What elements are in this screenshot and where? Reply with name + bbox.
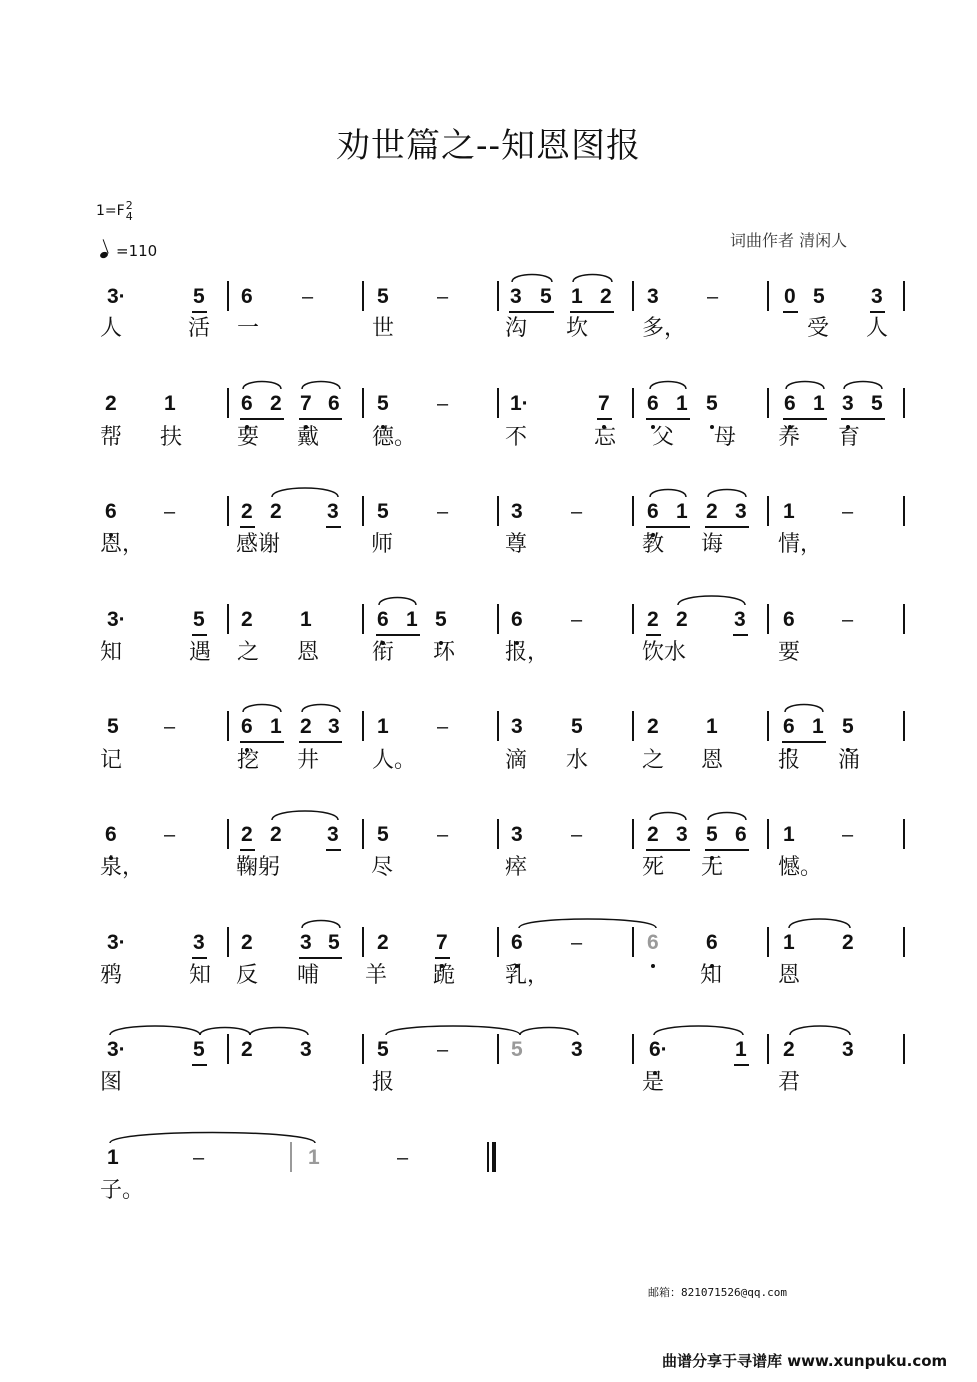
sustain-dash: – [571,932,583,954]
slur-arc [302,382,340,390]
lyric-syllable: 是 [642,1070,665,1095]
slur-arc [678,596,745,605]
lyric-syllable: 衔 [372,640,395,665]
note-number: 3· [107,285,126,308]
note-number: 6 [241,715,253,738]
note-number: 2 [241,608,253,631]
sustain-dash: – [437,393,449,415]
lyric-syllable: 不 [505,425,528,450]
lyric-syllable: 瘁 [505,855,528,880]
note-number: 3 [300,931,312,954]
note-number: 1 [783,823,795,846]
slur-arc [650,490,686,498]
slur-arc [786,382,824,390]
note-number: 3 [300,1038,312,1061]
sustain-dash: – [571,609,583,631]
note-number: 6 [511,608,523,631]
lyric-syllable: 涌 [838,748,861,773]
note-number: 5 [377,500,389,523]
sustain-dash: – [437,1039,449,1061]
lyric-syllable: 滴 [505,748,528,773]
lyric-syllable: 图 [100,1070,123,1095]
note-number: 7 [436,931,448,954]
lyric-syllable: 诲 [701,532,724,557]
note-number: 2 [241,1038,253,1061]
sustain-dash: – [437,824,449,846]
lyric-syllable: 知 [189,963,212,988]
note-number: 1 [706,715,718,738]
sustain-dash: – [437,716,449,738]
slur-arc [243,705,281,713]
slur-arc [790,1026,850,1035]
lyric-syllable: 君 [778,1070,801,1095]
lyric-syllable: 死 [642,855,665,880]
footer-credit: 曲谱分享于寻谱库 www.xunpuku.com [662,1352,948,1370]
note-number: 3 [647,285,659,308]
note-number: 3 [327,823,339,846]
slur-arc [379,598,416,606]
lyric-syllable: 人 [100,316,123,341]
note-number: 1 [270,715,282,738]
note-number: 3 [734,608,746,631]
note-number: 6 [783,715,795,738]
lyric-syllable: 扶 [160,425,183,450]
note-number: 2 [600,285,612,308]
slur-arc [573,275,612,283]
lyric-syllable: 水 [566,748,589,773]
note-number: 6 [647,392,659,415]
lyric-syllable: 知 [100,640,123,665]
sustain-dash: – [571,824,583,846]
lyric-syllable: 师 [371,532,394,557]
note-number: 5 [193,1038,205,1061]
note-number: 6 [511,931,523,954]
tempo-value: =110 [116,242,158,260]
sustain-dash: – [571,501,583,523]
note-number: 6 [241,285,253,308]
lyric-syllable: 之 [642,748,665,773]
note-number: 5 [706,392,718,415]
note-number: 1 [164,392,176,415]
note-number: 3 [511,715,523,738]
slur-arc [785,705,823,713]
note-number: 6 [783,608,795,631]
note-number: 1 [735,1038,747,1061]
lyric-syllable: 恩， [100,532,145,557]
note-number: 7 [300,392,312,415]
lyric-syllable: 跪 [433,963,456,988]
slur-arc [110,1026,200,1035]
slur-arc [708,490,746,498]
lyric-syllable: 反 [236,963,259,988]
note-number: 5 [193,285,205,308]
note-number: 6 [377,608,389,631]
sustain-dash: – [842,501,854,523]
lyric-syllable: 无 [701,855,724,880]
email-text: 邮箱：821071526@qq.com [648,1286,787,1299]
note-number: 3 [193,931,205,954]
note-number: 1 [377,715,389,738]
sustain-dash: – [842,609,854,631]
lyric-syllable: 之 [237,640,260,665]
lyric-syllable: 报， [505,640,550,665]
note-number: 3 [511,500,523,523]
note-number: 5 [842,715,854,738]
lyric-syllable: 情， [778,532,823,557]
note-number: 1 [783,931,795,954]
note-number: 3 [871,285,883,308]
lyric-syllable: 人。 [372,748,417,773]
slur-arc [250,1028,308,1036]
note-number: 2 [647,823,659,846]
note-number: 5 [377,1038,389,1061]
lyric-syllable: 人 [866,316,889,341]
slur-arc [243,382,281,390]
slur-arc [650,382,686,390]
note-number: 1 [676,500,688,523]
note-number: 3 [842,1038,854,1061]
lyric-syllable: 鞠躬 [236,855,281,880]
note-number: 2 [706,500,718,523]
lyric-syllable: 报 [778,748,801,773]
note-number: 2 [783,1038,795,1061]
note-number: 5 [377,392,389,415]
note-number: 5 [540,285,552,308]
slur-arc [200,1028,250,1036]
author-credit: 词曲作者 清闲人 [730,231,848,250]
time-numerator: 2 [125,199,133,212]
note-number: 5 [107,715,119,738]
slur-arc [654,1026,743,1035]
note-number: 0 [784,285,796,308]
lyric-syllable: 世 [372,316,395,341]
lyric-syllable: 德。 [372,425,417,450]
lyric-syllable: 恩 [778,963,801,988]
note-number: 2 [270,500,282,523]
time-denominator: 4 [125,210,133,223]
note-number: 1 [783,500,795,523]
lyric-syllable: 乳， [505,963,550,988]
sustain-dash: – [437,501,449,523]
lyric-syllable: 子。 [100,1178,145,1203]
sustain-dash: – [302,286,314,308]
note-number: 2 [676,608,688,631]
note-number: 3 [842,392,854,415]
note-number: 5 [377,285,389,308]
sustain-dash: – [164,824,176,846]
lyric-syllable: 羊 [365,963,388,988]
slur-arc [302,705,340,713]
note-number: 3 [571,1038,583,1061]
note-number: 5 [511,1038,523,1061]
lyric-syllable: 尽 [371,855,394,880]
slur-arc [708,813,746,821]
slur-arc [520,1028,578,1036]
note-number: 5 [813,285,825,308]
lyric-syllable: 泉， [100,855,145,880]
lyric-syllable: 鸦 [100,963,123,988]
note-number: 3 [676,823,688,846]
lyric-syllable: 知 [700,963,723,988]
lyric-syllable: 养 [778,425,801,450]
note-number: 1 [813,392,825,415]
note-number: 2 [270,392,282,415]
lyric-syllable: 憾。 [778,855,823,880]
sustain-dash: – [842,824,854,846]
note-number: 6 [105,500,117,523]
slur-arc [519,919,656,928]
note-number: 2 [647,715,659,738]
note-number: 6 [105,823,117,846]
note-number: 2 [105,392,117,415]
note-number: 2 [842,931,854,954]
lyric-syllable: 要 [237,425,260,450]
slur-arc [386,1026,520,1035]
lyric-syllable: 父 [652,425,675,450]
note-number: 6 [784,392,796,415]
note-number: 2 [241,823,253,846]
slur-arc [272,488,338,497]
lyric-syllable: 报 [372,1070,395,1095]
lyric-syllable: 挖 [237,748,260,773]
note-number: 1 [107,1146,119,1169]
note-number: 6 [241,392,253,415]
lyric-syllable: 一 [237,316,260,341]
lyric-syllable: 母 [714,425,737,450]
note-number: 6 [647,931,659,954]
lyric-syllable: 沟 [505,316,528,341]
lyric-syllable: 教 [642,532,665,557]
note-number: 2 [270,823,282,846]
note-number: 3· [107,931,126,954]
lyric-syllable: 环 [433,640,456,665]
note-number: 3· [107,608,126,631]
lyric-syllable: 多， [642,316,687,341]
lyric-syllable: 受 [807,316,830,341]
note-number: 1 [406,608,418,631]
note-number: 5 [571,715,583,738]
lyric-syllable: 哺 [297,963,320,988]
note-number: 5 [377,823,389,846]
sustain-dash: – [193,1147,205,1169]
slur-arc [789,919,850,928]
slur-arc [302,921,340,929]
slur-arc [650,813,686,821]
note-number: 5 [435,608,447,631]
note-number: 5 [328,931,340,954]
lyric-syllable: 育 [838,425,861,450]
sustain-dash: – [397,1147,409,1169]
sustain-dash: – [707,286,719,308]
lyric-syllable: 恩 [297,640,320,665]
lyric-syllable: 要 [778,640,801,665]
note-number: 6 [706,931,718,954]
lyric-syllable: 饮水 [642,640,687,665]
lyric-syllable: 井 [297,748,320,773]
note-number: 3 [511,823,523,846]
lyric-syllable: 帮 [100,425,123,450]
note-number: 3· [107,1038,126,1061]
lyric-syllable: 感谢 [236,532,281,557]
note-number: 6 [328,392,340,415]
lyric-syllable: 坎 [566,316,589,341]
note-number: 3 [328,715,340,738]
note-number: 7 [598,392,610,415]
slur-arc [272,811,338,820]
note-number: 2 [241,931,253,954]
note-number: 5 [871,392,883,415]
slur-arc [512,275,552,283]
sustain-dash: – [437,286,449,308]
note-number: 6 [735,823,747,846]
note-number: 3 [735,500,747,523]
note-number: 1 [812,715,824,738]
note-number: 5 [193,608,205,631]
lyric-syllable: 戴 [297,425,320,450]
note-number: 5 [706,823,718,846]
note-number: 2 [377,931,389,954]
sustain-dash: – [164,716,176,738]
note-number: 1 [571,285,583,308]
key-label: 1=F [96,203,125,219]
note-number: 3 [510,285,522,308]
lyric-syllable: 恩 [701,748,724,773]
slur-arc [844,382,882,390]
lyric-syllable: 记 [100,748,123,773]
note-number: 3 [327,500,339,523]
note-number: 2 [241,500,253,523]
song-title: 劝世篇之--知恩图报 [336,126,641,166]
note-number: 2 [300,715,312,738]
slur-arc [110,1133,315,1144]
lyric-syllable: 忘 [594,425,617,450]
sustain-dash: – [164,501,176,523]
note-number: 1· [510,392,529,415]
note-number: 6 [647,500,659,523]
lyric-syllable: 遇 [189,640,212,665]
note-number: 1 [308,1146,320,1169]
note-number: 6· [649,1038,668,1061]
note-number: 1 [300,608,312,631]
note-number: 1 [676,392,688,415]
lyric-syllable: 活 [188,316,211,341]
note-number: 2 [647,608,659,631]
lyric-syllable: 尊 [505,532,528,557]
